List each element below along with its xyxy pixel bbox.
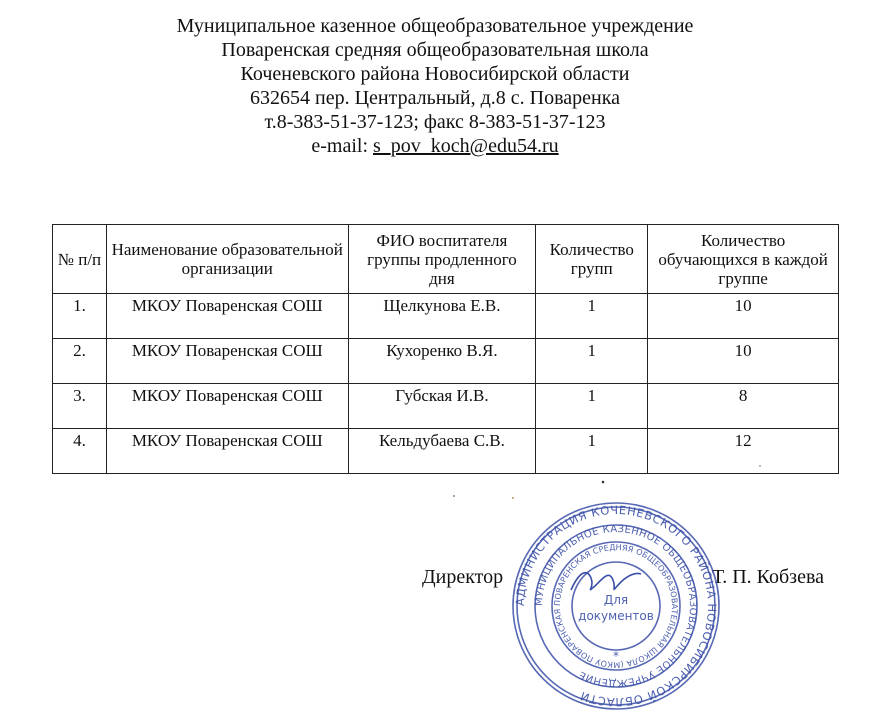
cell-num: 3.: [53, 384, 107, 429]
seal-center-line2: документов: [578, 609, 654, 623]
school-name-line: Поваренская средняя общеобразовательная школа: [221, 39, 649, 61]
cell-students: 8: [648, 384, 839, 429]
header-fio: ФИО воспитателя группы продленного дня: [348, 225, 536, 294]
cell-org: МКОУ Поваренская СОШ: [106, 384, 348, 429]
cell-fio: Кельдубаева С.В.: [348, 429, 536, 474]
cell-org: МКОУ Поваренская СОШ: [106, 294, 348, 339]
seal-outer-text: АДМИНИСТРАЦИЯ КОЧЕНЕВСКОГО РАЙОНА НОВОСИБИРСКОЙ ОБЛАСТИ: [512, 502, 720, 710]
email-label: e-mail:: [311, 135, 373, 157]
header-groups: Количество групп: [536, 225, 648, 294]
cell-num: 2.: [53, 339, 107, 384]
seal-inner-text: ПОВАРЕНСКАЯ СРЕДНЯЯ ОБЩЕОБРАЗОВАТЕЛЬНАЯ ШКОЛА (МКОУ ПОВАРЕНСКАЯ: [552, 542, 680, 670]
cell-groups: 1: [536, 339, 648, 384]
cell-num: 1.: [53, 294, 107, 339]
cell-students: 10: [648, 294, 839, 339]
header-num: № п/п: [53, 225, 107, 294]
cell-groups: 1: [536, 294, 648, 339]
svg-text:*: *: [613, 649, 619, 663]
email-link[interactable]: s_pov_koch@edu54.ru: [373, 135, 559, 157]
cell-students: 12: [648, 429, 839, 474]
seal-middle-text: МУНИЦИПАЛЬНОЕ КАЗЕННОЕ ОБЩЕОБРАЗОВАТЕЛЬНОЕ УЧРЕЖДЕНИЕ: [533, 523, 699, 689]
director-name: Т. П. Кобзева: [712, 566, 825, 588]
address-line: 632654 пер. Центральный, д.8 с. Поваренка: [249, 87, 620, 109]
cell-students: 10: [648, 339, 839, 384]
header-students: Количество обучающихся в каждой группе: [648, 225, 839, 294]
seal-center-line1: Для: [603, 593, 629, 607]
header-org: Наименование образовательной организации: [106, 225, 348, 294]
cell-fio: Щелкунова Е.В.: [348, 294, 536, 339]
org-type-line: Муниципальное казенное общеобразовательное учреждение: [176, 15, 694, 37]
cell-fio: Кухоренко В.Я.: [348, 339, 536, 384]
cell-groups: 1: [536, 429, 648, 474]
cell-num: 4.: [53, 429, 107, 474]
cell-groups: 1: [536, 384, 648, 429]
director-label: Директор: [422, 566, 504, 588]
cell-fio: Губская И.В.: [348, 384, 536, 429]
district-line: Коченевского района Новосибирской области: [240, 63, 630, 85]
cell-org: МКОУ Поваренская СОШ: [106, 339, 348, 384]
phone-fax-line: т.8-383-51-37-123; факс 8-383-51-37-123: [264, 111, 606, 133]
cell-org: МКОУ Поваренская СОШ: [106, 429, 348, 474]
